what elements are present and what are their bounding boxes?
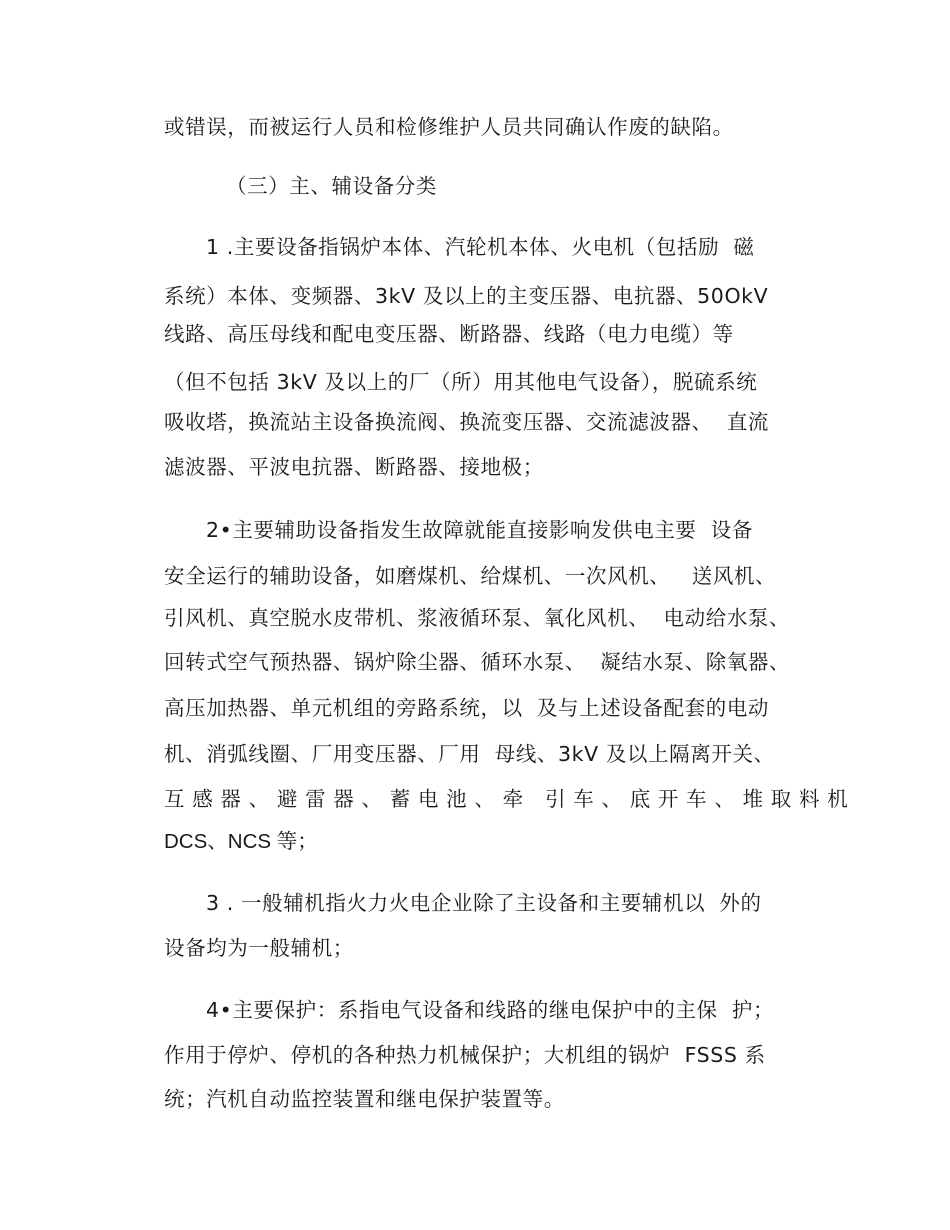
section-heading: （三）主、辅设备分类 [226, 174, 437, 198]
item-2-line-6: 机、消弧线圈、厂用变压器、厂用 母线、3kV 及以上隔离开关、 [164, 742, 775, 766]
intro-line-1: 或错误，而被运行人员和检修维护人员共同确认作废的缺陷。 [164, 115, 734, 139]
item-3-line-1: 3 . 一般辅机指火力火电企业除了主设备和主要辅机以 外的 [206, 891, 762, 915]
item-1-line-3: 线路、高压母线和配电变压器、断路器、线路（电力电缆）等 [164, 322, 734, 346]
item-1-line-2: 系统）本体、变频器、3kV 及以上的主变压器、电抗器、50OkV [164, 284, 769, 308]
item-2-line-5: 高压加热器、单元机组的旁路系统，以 及与上述设备配套的电动 [164, 696, 770, 720]
item-1-line-6: 滤波器、平波电抗器、断路器、接地极； [164, 455, 544, 479]
item-2-line-2: 安全运行的辅助设备，如磨煤机、给煤机、一次风机、 送风机、 [164, 564, 777, 588]
item-4-line-2: 作用于停炉、停机的各种热力机械保护；大机组的锅炉 FSSS 系 [164, 1043, 766, 1067]
item-2-line-7: 互 感 器 、 避 雷 器 、 蓄 电 池 、 牵 引 车 、 底 开 车 、 堆 取 料 机 [164, 787, 849, 811]
item-2-line-1: 2•主要辅助设备指发生故障就能直接影响发供电主要 设备 [206, 518, 753, 542]
item-1-line-5: 吸收塔，换流站主设备换流阀、换流变压器、交流滤波器、 直流 [164, 410, 770, 434]
item-4-line-1: 4•主要保护：系指电气设备和线路的继电保护中的主保 护； [206, 998, 775, 1022]
item-4-line-3: 统；汽机自动监控装置和继电保护装置等。 [164, 1087, 565, 1111]
item-1-line-4: （但不包括 3kV 及以上的厂（所）用其他电气设备），脱硫系统 [164, 370, 758, 394]
item-1-line-1: 1 .主要设备指锅炉本体、汽轮机本体、火电机（包括励 磁 [206, 235, 755, 259]
item-2-line-8: DCS、NCS 等； [164, 830, 318, 853]
item-2-line-4: 回转式空气预热器、锅炉除尘器、循环水泵、 凝结水泵、除氧器、 [164, 650, 791, 674]
item-2-line-3: 引风机、真空脱水皮带机、浆液循环泵、氧化风机、 电动给水泵、 [164, 606, 791, 630]
item-3-line-2: 设备均为一般辅机； [164, 936, 354, 960]
